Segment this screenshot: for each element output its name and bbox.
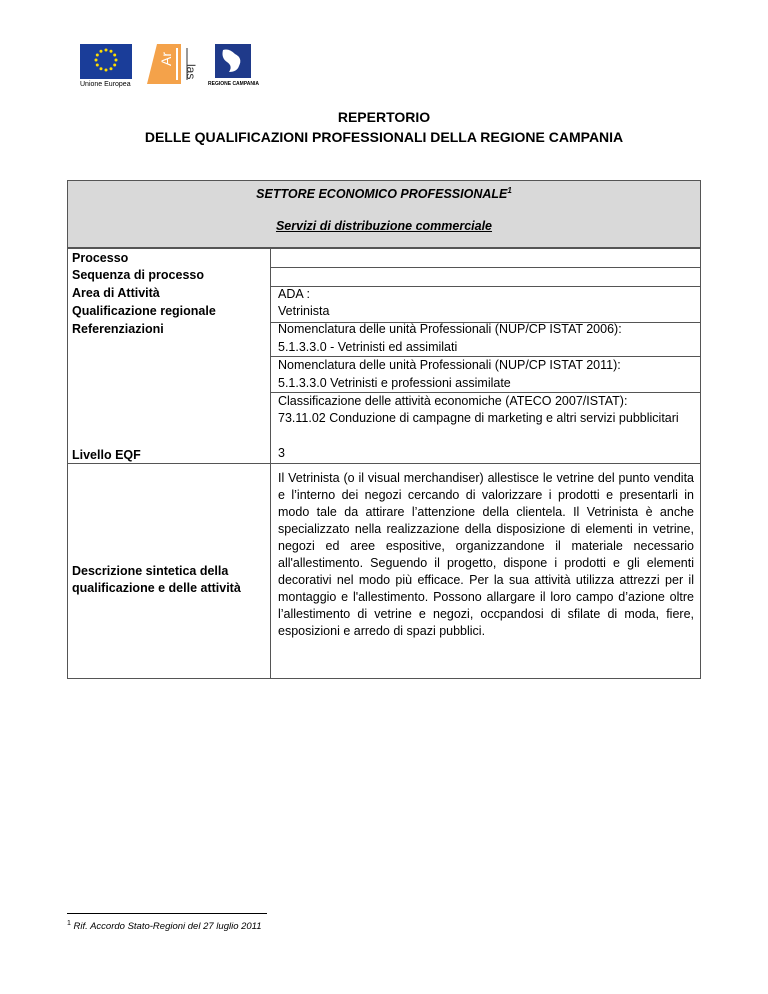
footnote-text: Rif. Accordo Stato-Regioni del 27 luglio 2011 <box>73 921 262 933</box>
value-area: ADA : <box>278 287 310 301</box>
eu-flag-icon <box>80 44 132 79</box>
label-descrizione-1: Descrizione sintetica della <box>72 564 229 578</box>
sector-header <box>67 180 701 248</box>
footnote-ref: 1 <box>507 186 512 195</box>
ref-line-5: Classificazione delle attività economiche (ATECO 2007/ISTAT): <box>278 394 628 408</box>
ref-line-6: 73.11.02 Conduzione di campagne di marketing e altri servizi pubblicitari <box>278 411 679 425</box>
footnote-mark: 1 <box>67 920 71 927</box>
svg-text:las: las <box>184 64 198 80</box>
sector-name: Servizi di distribuzione commerciale <box>275 219 493 233</box>
label-referenziazioni: Referenziazioni <box>72 322 164 336</box>
title-line-2: DELLE QUALIFICAZIONI PROFESSIONALI DELLA REGIONE CAMPANIA <box>144 129 624 145</box>
value-eqf: 3 <box>278 446 285 460</box>
sector-label: SETTORE ECONOMICO PROFESSIONALE$^1$ <box>256 186 512 202</box>
footnote <box>67 920 262 932</box>
footnote-rule <box>67 913 267 914</box>
label-eqf: Livello EQF <box>72 448 141 462</box>
label-area: Area di Attività <box>72 286 160 300</box>
ref-line-4: 5.1.3.3.0 Vetrinisti e professioni assimilate <box>278 376 511 390</box>
campania-label: REGIONE CAMPANIA <box>208 81 260 87</box>
value-descrizione: Il Vetrinista (o il visual merchandiser) allestisce le vetrine del punto vendita e l’interno dei negozi cercando di valorizzare i prodotti e presentarli in modo tale da attirare l’attenzione della clientela. Il Vetrinista è anche specializzato nella realizzazione della disposizione di elementi in vetrine, negozi ed aree espositive, organizzandone il materiale necessario all'allestimento. Seguendo il progetto, dispone i prodotti e gli elementi decorativi nel modo più efficace. Per la sua attività utilizza attrezzi per il montaggio e l'allestimento. Possono allargare il loro campo d’azione oltre l’allestimento di vetrine e negozi, occpandosi di sfilate di moda, fiere, esposizioni e arredo di spazi pubblici. <box>278 471 694 638</box>
ref-line-3: Nomenclatura delle unità Professionali (NUP/CP ISTAT 2011): <box>278 358 621 372</box>
ref-line-2: 5.1.3.3.0 - Vetrinisti ed assimilati <box>278 340 458 354</box>
label-descrizione-2: qualificazione e delle attività <box>72 581 241 595</box>
ref-line-1: Nomenclatura delle unità Professionali (NUP/CP ISTAT 2006): <box>278 322 622 336</box>
svg-text:Ar: Ar <box>158 52 174 66</box>
value-qualificazione: Vetrinista <box>278 304 330 318</box>
eu-caption: Unione Europea <box>80 81 131 88</box>
page-title <box>0 107 768 147</box>
label-qualificazione: Qualificazione regionale <box>72 304 216 318</box>
label-processo: Processo <box>72 251 129 265</box>
label-sequenza: Sequenza di processo <box>72 268 204 282</box>
title-line-1: REPERTORIO <box>337 109 431 125</box>
